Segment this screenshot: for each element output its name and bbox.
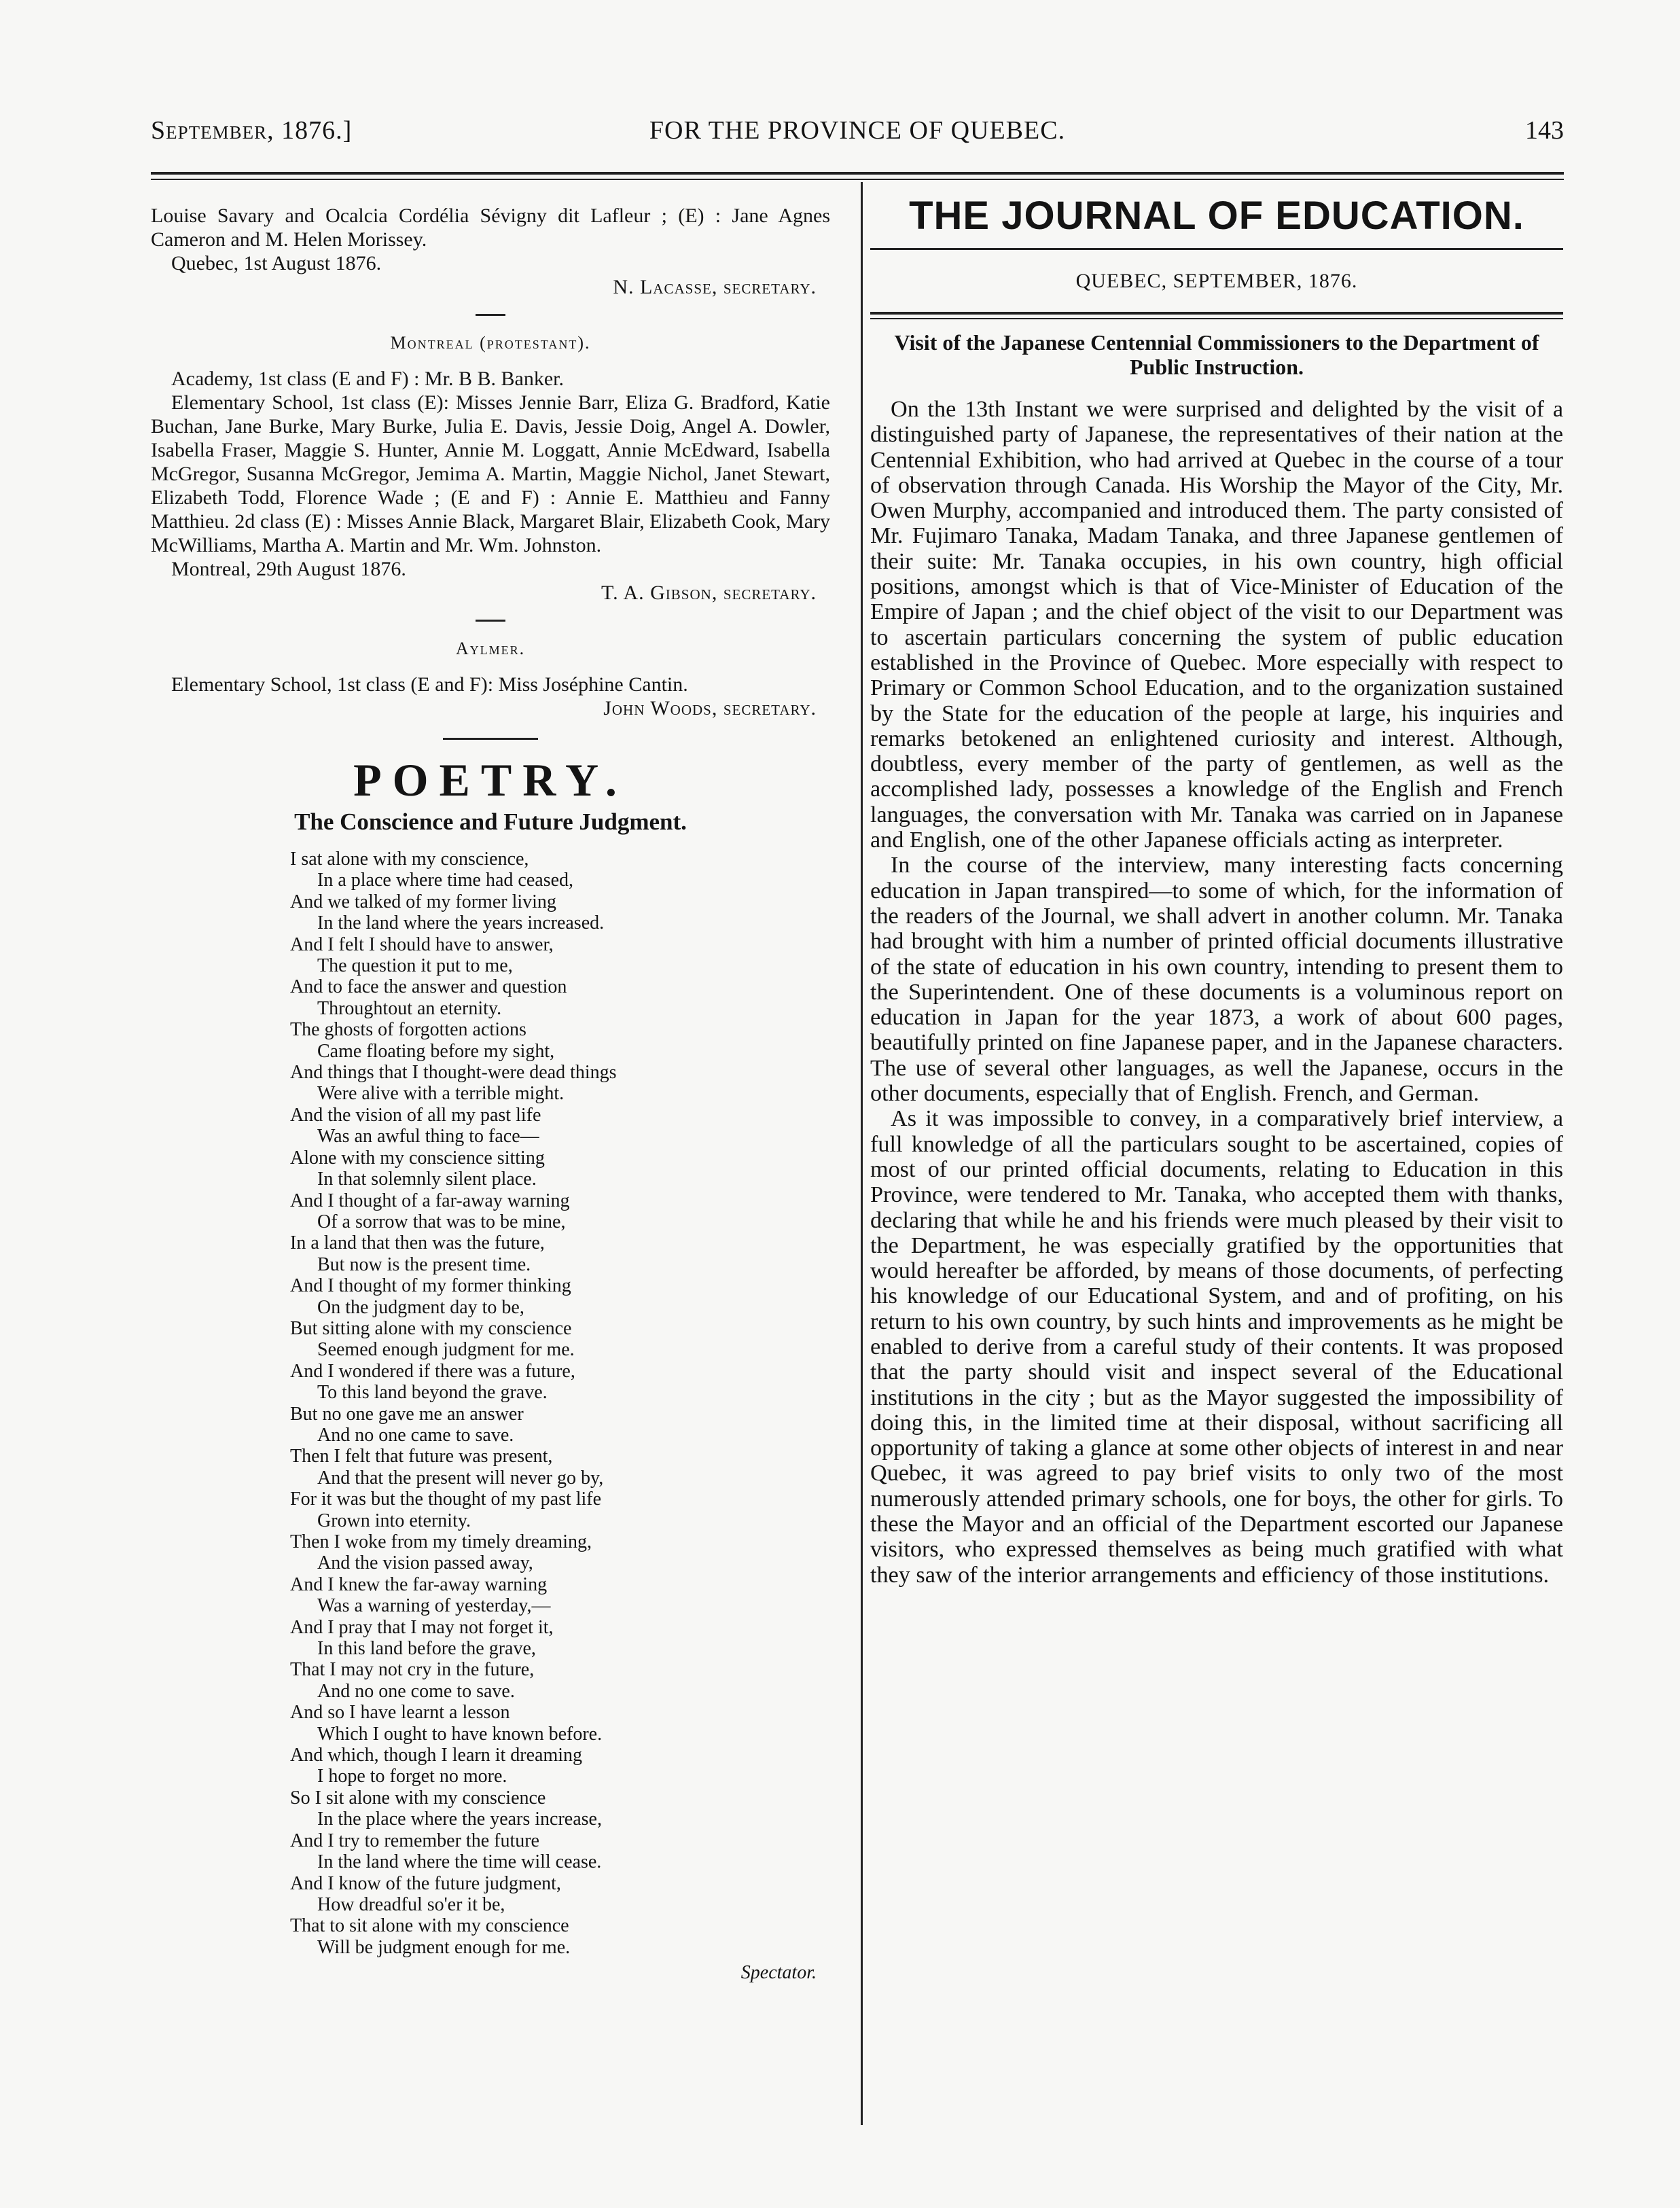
poem-line: In the land where the time will cease. [317, 1851, 602, 1873]
header-title: FOR THE PROVINCE OF QUEBEC. [649, 116, 1066, 145]
page-number: 143 [1525, 116, 1564, 145]
poem-line: Was a warning of yesterday,— [317, 1595, 551, 1617]
poem-line: And no one came to save. [317, 1424, 514, 1446]
poem-line: Alone with my conscience sitting [290, 1147, 545, 1169]
poem-line: And the vision passed away, [317, 1552, 533, 1574]
poem-line: In the place where the years increase, [317, 1809, 602, 1830]
divider [443, 738, 538, 740]
montreal-signature: T. A. Gibson, secretary. [601, 582, 817, 604]
page-header [151, 115, 1564, 156]
poem [290, 849, 830, 1958]
poem-line: Was an awful thing to face— [317, 1126, 539, 1147]
poem-line: And I wondered if there was a future, [290, 1360, 575, 1382]
right-column [870, 194, 1563, 1588]
poem-line: Which I ought to have known before. [317, 1723, 603, 1745]
journal-title: THE JOURNAL OF EDUCATION. [909, 194, 1524, 238]
journal-dateline: QUEBEC, SEPTEMBER, 1876. [1075, 270, 1358, 292]
poem-line: For it was but the thought of my past life [290, 1489, 602, 1510]
poem-line: And that the present will never go by, [317, 1467, 604, 1489]
poem-line: And we talked of my former living [290, 891, 556, 912]
poem-line: The question it put to me, [317, 955, 513, 977]
poem-line: In that solemnly silent place. [317, 1169, 537, 1190]
montreal-elementary: Elementary School, 1st class (E): Misses Jennie Barr, Eliza G. Bradford, Katie Buchan, Jane Burke, Mary Burke, Julia E. Davis, Jessie Doig, Angel A. Dowler, Isabella Fraser, Maggie S. Hunter, Annie M. Loggatt, Annie McEdward, Isabella McGregor, Susanna McGregor, Jemima A. Martin, Maggie Nichol, Janet Stewart, Elizabeth Todd, Florence Wade ; (E and F) : Annie E. Matthieu and Fanny Matthieu. 2d class (E) : Misses Annie Black, Margaret Blair, Elizabeth Cook, Mary McWilliams, Martha A. Martin and Mr. Wm. Johnston. [151, 391, 830, 556]
aylmer-signature: John Woods, secretary. [603, 697, 817, 719]
montreal-heading: Montreal (protestant). [390, 333, 591, 353]
poem-line: How dreadful so'er it be, [317, 1893, 505, 1915]
poem-line: In the land where the years increased. [317, 912, 605, 934]
poem-line: And things that I thought-were dead things [290, 1062, 617, 1084]
poem-line: Came floating before my sight, [317, 1040, 555, 1062]
poem-line: But no one gave me an answer [290, 1403, 524, 1425]
divider [476, 314, 505, 316]
poem-line: But now is the present time. [317, 1253, 531, 1275]
article-body [870, 397, 1563, 1588]
quebec-signature: N. Lacasse, secretary. [613, 276, 817, 298]
poem-line: Then I felt that future was present, [290, 1446, 553, 1467]
poem-line: But sitting alone with my conscience [290, 1317, 572, 1339]
article-paragraph: On the 13th Instant we were surprised and delighted by the visit of a distinguished party of Japanese, the representatives of their nation at the Centennial Exhibition, who had arrived at Quebec in the course of a tour of observation through Canada. His Worship the Mayor of the City, Mr. Owen Murphy, accompanied and introduced them. The party consisted of Mr. Fujimaro Tanaka, Madam Tanaka, and three Japanese gentlemen of their suite: Mr. Tanaka occupies, in his own country, high official positions, amongst which is that of Vice-Minister of Education of the Empire of Japan ; and the chief object of the visit to our Department was to ascertain particulars concerning the system of public education established in the Province of Quebec. More especially with respect to Primary or Common School Education, and to the organization sustained by the State for the education of the people at large, his inquiries and remarks betokened an enlightened curiosity and interest. Although, doubtless, every member of the party of gentlemen, as well as the accomplished lady, possesses a knowledge of the English and French languages, the conversation with Mr. Tanaka was carried on in Japanese and English, one of the other Japanese officials acting as interpreter. [870, 397, 1563, 853]
poem-line: So I sit alone with my conscience [290, 1787, 546, 1809]
left-column [151, 204, 830, 1984]
poem-title: The Conscience and Future Judgment. [294, 808, 687, 835]
poem-line: That I may not cry in the future, [290, 1659, 535, 1681]
poem-line: The ghosts of forgotten actions [290, 1019, 526, 1041]
poem-line: Will be judgment enough for me. [317, 1936, 571, 1958]
poem-line: And to face the answer and question [290, 976, 567, 998]
poem-line: And I knew the far-away warning [290, 1573, 548, 1595]
dateline-rule-thin [870, 318, 1563, 319]
montreal-academy: Academy, 1st class (E and F) : Mr. B B. Banker. [171, 368, 564, 390]
poem-line: That to sit alone with my conscience [290, 1915, 569, 1937]
poem-line: And I felt I should have to answer, [290, 933, 554, 955]
article-paragraph: As it was impossible to convey, in a comparatively brief interview, a full knowledge of all the particulars sought to be ascertained, copies of most of our printed official documents, relating to Education in this Province, were tendered to Mr. Tanaka, who accepted them with thanks, declaring that while he and his friends were much pleased by their visit to the Department, he was especially gratified by the opportunities that would hereafter be afforded, by means of those documents, of perfecting his knowledge of our Educational System, and and of profiting, on his return to his own country, by such hints and improvements as he might be enabled to derive from a careful study of their contents. It was proposed that the party should visit and inspect several of the Educational institutions in the city ; but as the Mayor suggested the impossibility of doing this, in the limited time at their disposal, without sacrificing all opportunity of taking a glance at some other objects of interest in and near Quebec, it was agreed to pay brief visits to only two of the most numerously attended primary schools, one for boys, the other for girls. To these the Mayor and an official of the Department escorted our Japanese visitors, who expressed themselves as being much gratified with what they saw of the interior arrangements and efficiency of those institutions. [870, 1106, 1563, 1588]
poem-line: I hope to forget no more. [317, 1766, 507, 1787]
poem-line: In this land before the grave, [317, 1638, 536, 1660]
poem-line: I sat alone with my conscience, [290, 849, 529, 870]
quebec-dateline: Quebec, 1st August 1876. [171, 252, 382, 274]
poem-line: To this land beyond the grave. [317, 1382, 548, 1404]
article-title: Visit of the Japanese Centennial Commissioners to the Department of Public Instruction. [894, 330, 1539, 379]
poem-line: Grown into eternity. [317, 1510, 471, 1531]
header-date: September, 1876.] [151, 116, 353, 145]
header-rule [151, 172, 1564, 175]
poem-line: Of a sorrow that was to be mine, [317, 1211, 566, 1232]
poem-attribution: Spectator. [740, 1962, 817, 1984]
title-rule [870, 248, 1563, 250]
aylmer-elementary: Elementary School, 1st class (E and F): Miss Joséphine Cantin. [171, 673, 688, 696]
divider [476, 620, 505, 622]
montreal-dateline: Montreal, 29th August 1876. [171, 558, 406, 580]
header-rule-thin [151, 179, 1564, 180]
quebec-list-text: Louise Savary and Ocalcia Cordélia Sévigny dit Lafleur ; (E) : Jane Agnes Cameron and M. Helen Morissey. [151, 204, 830, 251]
poem-line: And I thought of my former thinking [290, 1275, 571, 1297]
poem-line: And I know of the future judgment, [290, 1872, 561, 1894]
article-paragraph: In the course of the interview, many interesting facts concerning education in Japan transpired—to some of which, for the information of the readers of the Journal, we shall advert in another column. Mr. Tanaka had brought with him a number of printed official documents illustrative of the state of education in his own country, intending to present them to the Superintendent. One of these documents is a voluminous report on education in Japan for the year 1873, a work of about 600 pages, beautifully printed on fine Japanese paper, and in the Japanese characters. The use of several other languages, as well the Japanese, occurs in the other documents, especially that of English. French, and German. [870, 853, 1563, 1107]
poetry-heading: POETRY. [353, 754, 628, 806]
poem-line: In a land that then was the future, [290, 1232, 545, 1254]
aylmer-heading: Aylmer. [455, 639, 526, 658]
poem-line: And I pray that I may not forget it, [290, 1616, 554, 1638]
poem-line: In a place where time had ceased, [317, 870, 574, 891]
poem-line: And which, though I learn it dreaming [290, 1745, 583, 1766]
poem-line: Throughtout an eternity. [317, 997, 502, 1019]
dateline-rule [870, 312, 1563, 315]
poem-line: And no one come to save. [317, 1680, 515, 1702]
poem-line: And I thought of a far-away warning [290, 1190, 570, 1211]
poem-line: And the vision of all my past life [290, 1104, 541, 1126]
poem-line: And so I have learnt a lesson [290, 1702, 510, 1724]
poem-line: And I try to remember the future [290, 1830, 539, 1851]
poem-line: Then I woke from my timely dreaming, [290, 1531, 592, 1552]
poem-line: Seemed enough judgment for me. [317, 1339, 575, 1361]
column-divider [861, 182, 863, 2125]
poem-line: On the judgment day to be, [317, 1296, 524, 1318]
poem-line: Were alive with a terrible might. [317, 1083, 565, 1105]
